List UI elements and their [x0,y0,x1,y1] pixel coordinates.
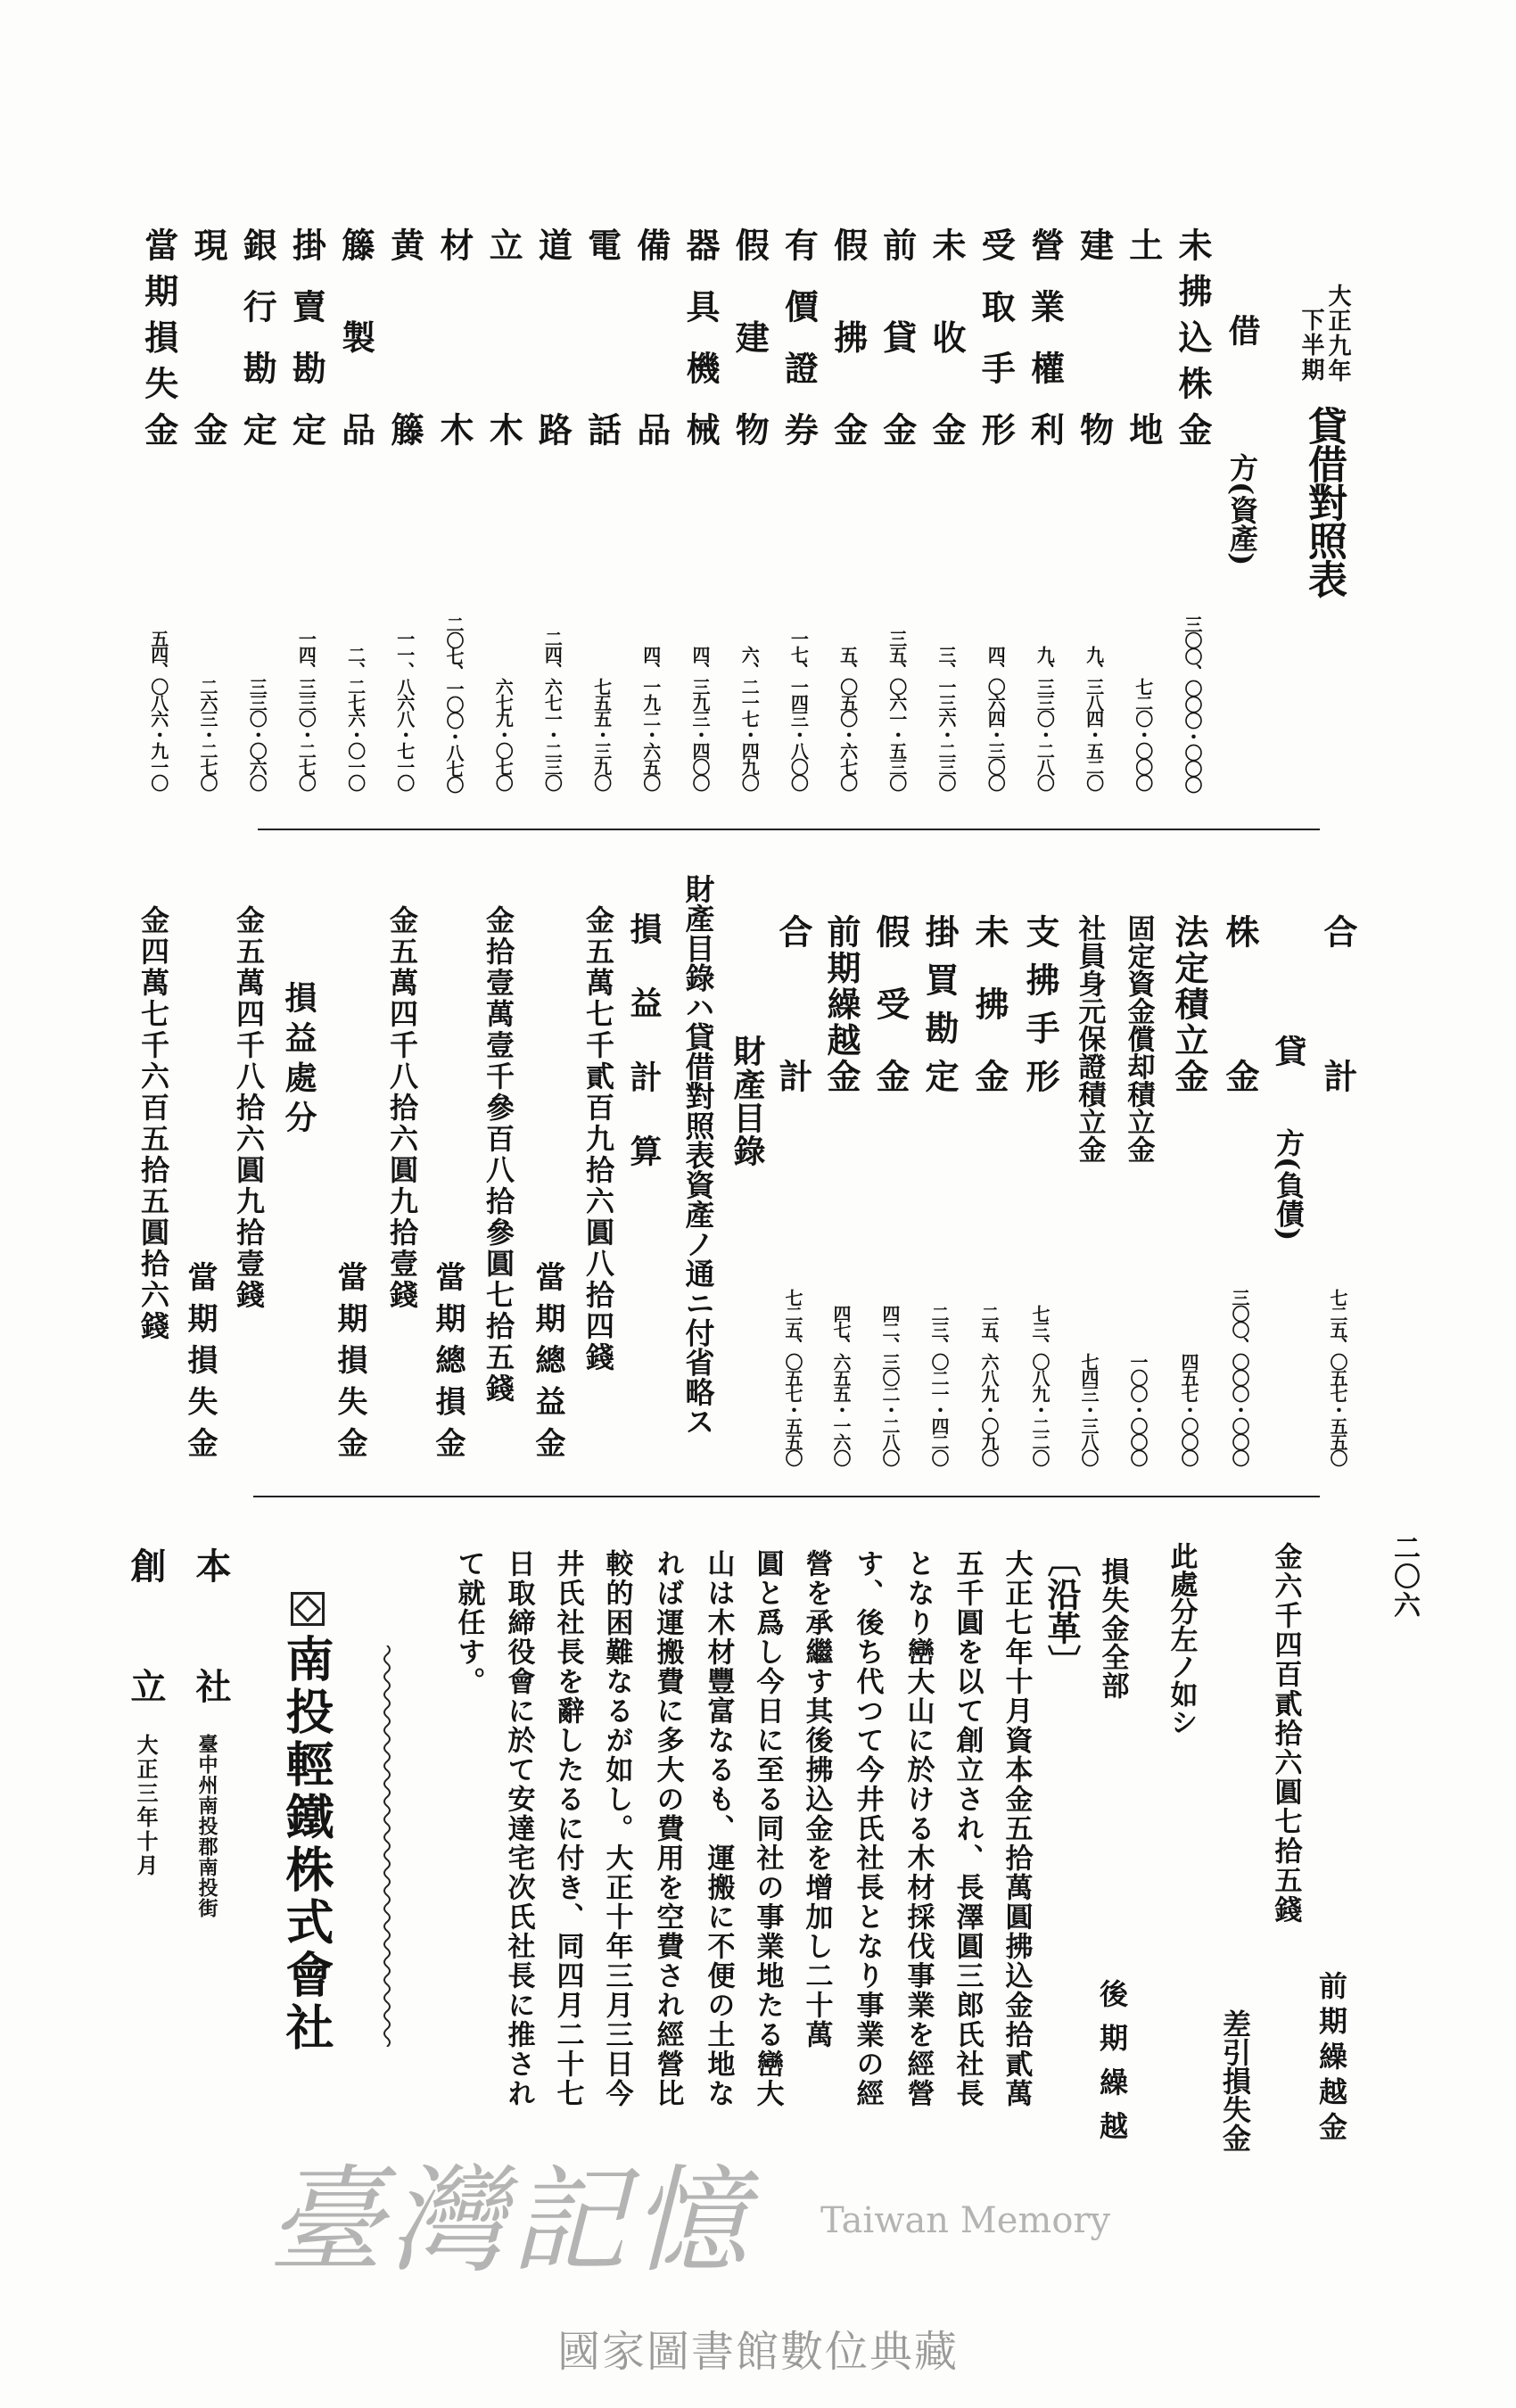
disposal-label: 當期損失金 [182,1261,218,1457]
disposal-carry-forward: 後期繰越 [1095,1979,1129,2140]
asset-total-value: 七二五、〇五七・五五〇 [1327,1289,1348,1465]
asset-label: 電話 [581,227,622,446]
asset-value: 一一、八六八・七一〇 [393,630,416,790]
page-number: 二〇六 [1388,1534,1420,1620]
asset-label: 掛賣勘定 [286,227,327,446]
watermark-english: Taiwan Memory [820,2200,1111,2241]
profit-loss-amount: 金拾壹萬壹千參百八拾參圓七拾五錢 [482,905,515,1405]
asset-value: 二六三・二七〇 [197,678,218,790]
disposal-amount: 金四萬七千六百五拾五圓拾六錢 [136,905,170,1342]
asset-value: 二四、六七一・二三〇 [541,630,564,790]
debit-header: 借 [1224,314,1261,346]
asset-value: 五四、〇八六・九一〇 [147,630,169,790]
asset-label: 假拂金 [828,227,869,446]
history-line: 營を承繼す其後拂込金を增加し二十萬 [800,1549,833,2049]
liability-value: 七三、〇八九・二二〇 [1029,1305,1050,1465]
founded-date: 大正三年十月 [133,1734,159,1878]
title-period: 下半期 [1298,308,1324,383]
asset-value: 三、一三六・二三〇 [935,646,957,790]
asset-value: 三三〇・〇六〇 [246,678,268,790]
liability-value: 三〇〇、〇〇〇・〇〇〇 [1229,1289,1250,1465]
history-line: 日取締役會に於て安達宅次氏社長に推され [502,1549,535,2108]
liability-label: 假受金 [870,914,910,1093]
liability-value: 二五、六八九・〇九〇 [978,1305,1000,1465]
liability-label: 支拂手形 [1020,914,1060,1093]
asset-label: 前貸金 [877,227,918,446]
asset-value: 六七九・〇七〇 [492,678,515,790]
profit-loss-label: 當期總益金 [530,1261,565,1457]
asset-label: 立木 [483,227,524,446]
inventory-note: 財產目錄ハ貸借對照表資產ノ通ニ付省略ス [680,874,716,1436]
liability-label: 未拂金 [969,914,1009,1093]
asset-value: 一四、三三〇・二七〇 [295,630,317,790]
liability-value: 七四三・三八〇 [1078,1353,1100,1465]
asset-label: 營業權利 [1025,227,1066,446]
history-line: す、後ち代つて今井氏社長となり事業の經 [851,1549,884,2108]
asset-value: 七五五・三九〇 [590,678,613,790]
asset-value: 七二〇・〇〇〇 [1132,678,1154,790]
history-line: 大正七年十月資本金五拾萬圓拂込金拾貳萬 [1000,1549,1033,2108]
asset-value: 四、〇六四・三〇〇 [985,646,1007,790]
history-line: れば運搬費に多大の費用を空費され經營比 [651,1549,684,2108]
watermark-chinese: 臺灣記憶 [268,2153,754,2288]
profit-loss-amount: 金五萬七千貳百九拾六圓八拾四錢 [581,905,615,1373]
asset-value: 四、一九二・六五〇 [639,646,662,790]
history-line: 較的困難なるが如し。大正十年三月三日今 [600,1549,633,2108]
title-era: 大正九年 [1324,284,1351,383]
liability-label: 前期繰越金 [821,914,861,1093]
asset-value: 五、〇五〇・六七〇 [836,646,859,790]
liability-value: 四五七・〇〇〇 [1178,1353,1199,1465]
head-office-label: 本社 [190,1547,232,1703]
asset-label: 器具機械 [680,227,721,446]
asset-value: 三〇〇、〇〇〇・〇〇〇 [1182,615,1203,792]
inventory-heading: 財產目錄 [729,1035,766,1167]
asset-label: 未拂込株金 [1173,227,1213,446]
profit-loss-label: 當期損失金 [332,1261,367,1457]
history-line: 山は木材豐富なるも、運搬に不便の土地な [702,1549,735,2108]
asset-label: 當期損失金 [138,227,179,446]
disposal-label: 前期繰越金 [1314,1971,1348,2140]
history-line: て就任す。 [452,1549,485,1696]
asset-label: 土地 [1123,227,1164,446]
history-line: 五千圓を以て創立され、長澤圓三郎氏社長 [951,1549,984,2108]
liability-label: 株金 [1220,914,1260,1093]
profit-loss-heading: 損益計算 [625,912,663,1167]
disposal-amount: 金五萬四千八拾六圓九拾壹錢 [232,905,266,1311]
debit-side-label: 方(資產) [1225,453,1259,566]
profit-loss-amount: 金五萬四千八拾六圓九拾壹錢 [385,905,419,1311]
asset-label: 有價證券 [779,227,820,446]
asset-label: 籐製品 [335,227,376,446]
liability-label: 掛買勘定 [919,914,960,1093]
asset-total-label: 合計 [1318,914,1358,1093]
disposal-note: 此處分左ノ如シ [1165,1542,1198,1736]
liability-value: 四七、六五五・一六〇 [830,1305,852,1465]
asset-value: 二、二七六・〇一〇 [344,646,367,790]
asset-value: 一七、一四三・八〇〇 [787,630,810,790]
liability-value: 四二、三〇二・二八〇 [879,1305,901,1465]
history-line: となり巒大山に於ける木材採伐事業を經營 [902,1549,935,2108]
asset-label: 未收金 [927,227,967,446]
disposal-label: 差引損失金 [1218,2009,1252,2152]
section-divider [253,1496,1320,1497]
asset-label: 假建物 [729,227,770,446]
profit-loss-label: 當期總損金 [430,1261,466,1457]
asset-value: 三五、〇六一・五三〇 [886,630,908,790]
asset-value: 六、二一七・四九〇 [738,646,761,790]
history-heading: 〔沿革〕 [1042,1543,1082,1678]
asset-label: 現金 [188,227,228,446]
asset-label: 黄籐 [384,227,425,446]
liability-total-label: 合計 [773,914,813,1093]
asset-value: 九、三八四・五二〇 [1083,646,1105,790]
liability-total-value: 七二五、〇五七・五五〇 [782,1289,803,1465]
footer-credit: 國家圖書館數位典藏 [556,2327,959,2377]
company-name: 南投輕鐵株式會社 [278,1634,335,2055]
asset-value: 四、三九三・四〇〇 [689,646,711,790]
asset-label: 道路 [532,227,573,446]
credit-header: 貸 [1270,1035,1307,1067]
disposal-amount: 金六千四百貳拾六圓七拾五錢 [1269,1542,1302,1925]
liability-value: 一〇〇・〇〇〇 [1127,1353,1149,1465]
history-line: 圓と爲し今日に至る同社の事業地たる巒大 [751,1549,784,2108]
asset-label: 材木 [434,227,474,446]
asset-value: 二〇七、一〇〇・八七〇 [443,615,465,792]
credit-side-label: 方(負債) [1272,1128,1306,1241]
liability-label: 社員身元保證積立金 [1073,914,1106,1163]
disposal-loss-all: 損失金全部 [1096,1557,1129,1700]
asset-label: 受取手形 [976,227,1017,446]
company-logo-icon [291,1592,325,1626]
wavy-divider [378,1645,396,2047]
asset-value: 九、三三〇・二八〇 [1034,646,1056,790]
liability-value: 二三、〇二一・四二〇 [928,1305,950,1465]
founded-label: 創立 [125,1547,167,1703]
asset-label: 備品 [630,227,671,446]
page-title: 貸借對照表 [1301,406,1347,598]
liability-label: 固定資金償却積立金 [1122,914,1155,1163]
company-address: 臺中州南投郡南投街 [195,1734,218,1918]
asset-label: 銀行勘定 [237,227,278,446]
disposal-heading: 損益處分 [280,981,317,1133]
history-line: 井氏社長を辭したるに付き、同四月二十七 [551,1549,584,2108]
section-divider [258,829,1320,830]
liability-label: 法定積立金 [1169,914,1209,1093]
asset-label: 建物 [1074,227,1115,446]
